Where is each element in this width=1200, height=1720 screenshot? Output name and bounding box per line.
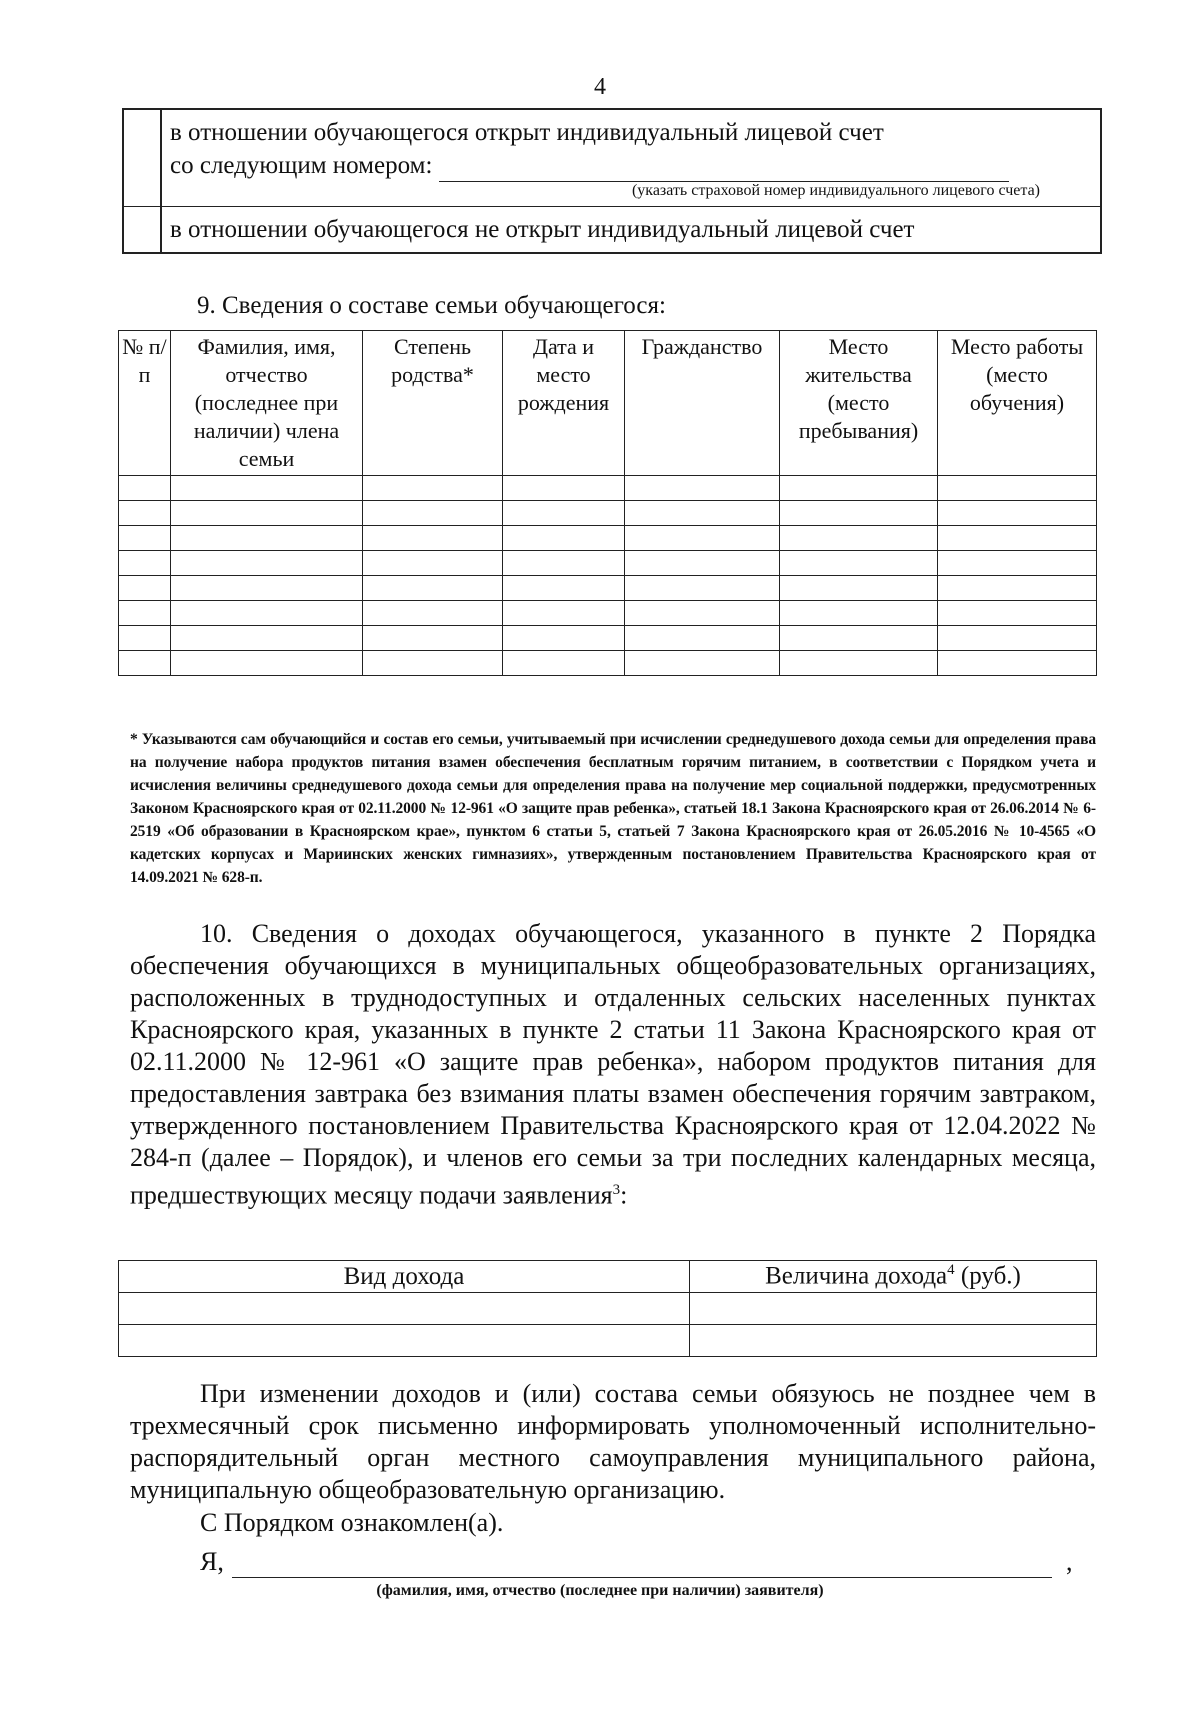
cell[interactable] — [503, 601, 625, 626]
income-amount-label: Величина дохода — [765, 1262, 948, 1290]
cell[interactable] — [938, 526, 1097, 551]
signature-line — [200, 1547, 1096, 1577]
cell[interactable] — [363, 651, 503, 676]
cell[interactable] — [171, 601, 363, 626]
cell[interactable] — [171, 501, 363, 526]
option-account-not-opened — [124, 207, 1100, 252]
cell[interactable] — [938, 626, 1097, 651]
table-row — [119, 601, 1097, 626]
cell[interactable] — [363, 576, 503, 601]
table-row — [119, 526, 1097, 551]
cell[interactable] — [363, 476, 503, 501]
signature-prefix: Я, — [200, 1547, 224, 1576]
commitment-text: При изменении доходов и (или) состава семьи обязуюсь не позднее чем в трехмесячный срок письменно информировать уполномоченный исполнительно-распорядительный орган местного самоуправления муниципального района, муниципальную общеобразовательную организацию. — [130, 1379, 1096, 1504]
cell[interactable] — [938, 576, 1097, 601]
cell[interactable] — [363, 526, 503, 551]
cell[interactable] — [780, 501, 938, 526]
cell[interactable] — [938, 501, 1097, 526]
cell[interactable] — [363, 551, 503, 576]
cell[interactable] — [363, 501, 503, 526]
cell[interactable] — [119, 1325, 690, 1357]
cell[interactable] — [503, 576, 625, 601]
col-income-type: Вид дохода — [119, 1261, 690, 1293]
cell[interactable] — [119, 651, 171, 676]
cell[interactable] — [938, 601, 1097, 626]
cell[interactable] — [119, 526, 171, 551]
cell[interactable] — [780, 576, 938, 601]
family-table — [118, 330, 1097, 676]
col-name: Фамилия, имя, отчество (последнее при наличии) члена семьи — [171, 331, 363, 476]
cell[interactable] — [780, 626, 938, 651]
cell[interactable] — [503, 651, 625, 676]
cell[interactable] — [625, 526, 780, 551]
cell[interactable] — [363, 601, 503, 626]
account-options-box — [122, 108, 1102, 254]
checkbox-account-not-opened[interactable] — [124, 207, 162, 252]
family-table-header — [119, 331, 1097, 476]
option2-text: в отношении обучающегося не открыт индивидуальный лицевой счет — [170, 216, 915, 243]
option1-line2: со следующим номером: — [170, 152, 433, 179]
table-row — [119, 476, 1097, 501]
cell[interactable] — [625, 601, 780, 626]
cell[interactable] — [119, 551, 171, 576]
section10 — [130, 918, 1096, 1212]
cell[interactable] — [171, 526, 363, 551]
cell[interactable] — [938, 651, 1097, 676]
applicant-name-field[interactable] — [232, 1577, 1052, 1578]
table-row — [119, 626, 1097, 651]
col-citizenship: Гражданство — [625, 331, 780, 476]
cell[interactable] — [625, 551, 780, 576]
section10-end: : — [620, 1180, 628, 1210]
cell[interactable] — [780, 601, 938, 626]
cell[interactable] — [503, 526, 625, 551]
cell[interactable] — [363, 626, 503, 651]
cell[interactable] — [625, 626, 780, 651]
cell[interactable] — [780, 526, 938, 551]
cell[interactable] — [938, 551, 1097, 576]
col-relation: Степень родства* — [363, 331, 503, 476]
account-number-hint: (указать страховой номер индивидуального лицевого счета) — [631, 182, 1040, 199]
cell[interactable] — [171, 651, 363, 676]
col-residence: Место жительства (место пребывания) — [780, 331, 938, 476]
cell[interactable] — [690, 1325, 1097, 1357]
cell[interactable] — [503, 551, 625, 576]
checkbox-account-opened[interactable] — [124, 110, 162, 206]
table-row — [119, 1293, 1097, 1325]
cell[interactable] — [625, 476, 780, 501]
col-birth: Дата и место рождения — [503, 331, 625, 476]
signature-suffix: , — [1066, 1547, 1073, 1576]
section9-heading: 9. Сведения о составе семьи обучающегося: — [197, 292, 666, 319]
option-account-opened — [124, 110, 1100, 207]
option1-line1: в отношении обучающегося открыт индивидуальный лицевой счет — [170, 119, 884, 146]
cell[interactable] — [780, 651, 938, 676]
cell[interactable] — [625, 501, 780, 526]
cell[interactable] — [625, 576, 780, 601]
cell[interactable] — [780, 551, 938, 576]
table-row — [119, 501, 1097, 526]
table-row — [119, 551, 1097, 576]
cell[interactable] — [119, 476, 171, 501]
income-table — [118, 1260, 1097, 1357]
page-number: 4 — [594, 74, 606, 100]
commitment-paragraph — [130, 1378, 1096, 1506]
col-work: Место работы (место обучения) — [938, 331, 1097, 476]
table-row — [119, 1325, 1097, 1357]
cell[interactable] — [119, 501, 171, 526]
acknowledged-text: С Порядком ознакомлен(а). — [200, 1508, 504, 1537]
applicant-name-hint: (фамилия, имя, отчество (последнее при наличии) заявителя) — [376, 1582, 824, 1599]
cell[interactable] — [171, 551, 363, 576]
cell[interactable] — [625, 651, 780, 676]
income-amount-unit: (руб.) — [954, 1262, 1021, 1290]
cell[interactable] — [171, 476, 363, 501]
cell[interactable] — [690, 1293, 1097, 1325]
cell[interactable] — [119, 576, 171, 601]
col-number: № п/п — [119, 331, 171, 476]
cell[interactable] — [171, 626, 363, 651]
section10-text: 10. Сведения о доходах обучающегося, указанного в пункте 2 Порядка обеспечения обучающихся в муниципальных общеобразовательных организациях, расположенных в труднодоступных и отдаленных сельских населенных пунктах Красноярского края, указанных в пункте 2 статьи 11 Закона Красноярского края от 02.11.2000 № 12-961 «О защите прав ребенка», набором продуктов питания для предоставления завтрака без взимания платы взамен обеспечения горячим завтраком, утвержденного постановлением Правительства Красноярского края от 12.04.2022 № 284-п (далее – Порядок), и членов его семьи за три последних календарных месяца, предшествующих месяцу подачи заявления — [130, 919, 1096, 1210]
col-income-amount — [690, 1261, 1097, 1293]
table-row — [119, 576, 1097, 601]
cell[interactable] — [780, 476, 938, 501]
cell[interactable] — [171, 576, 363, 601]
cell[interactable] — [119, 1293, 690, 1325]
cell[interactable] — [503, 476, 625, 501]
table-row — [119, 651, 1097, 676]
account-number-field[interactable] — [439, 157, 1009, 182]
income-table-header — [119, 1261, 1097, 1293]
cell[interactable] — [503, 501, 625, 526]
cell[interactable] — [119, 626, 171, 651]
footnote: * Указываются сам обучающийся и состав его семьи, учитываемый при исчислении среднедушевого дохода семьи для определения права на получение набора продуктов питания взамен обеспечения бесплатным горячим питанием, в соответствии с Порядком учета и исчисления величины среднедушевого дохода семьи для определения права на получение мер социальной поддержки, предусмотренных Законом Красноярского края от 02.11.2000 № 12-961 «О защите прав ребенка», статьей 18.1 Закона Красноярского края от 26.06.2014 № 6-2519 «Об образовании в Красноярском крае», пунктом 6 статьи 5, статьей 7 Закона Красноярского края от 26.05.2016 № 10-4565 «О кадетских корпусах и Мариинских женских гимназиях», утвержденным постановлением Правительства Красноярского края от 14.09.2021 № 628-п. — [130, 731, 1096, 886]
cell[interactable] — [503, 626, 625, 651]
cell[interactable] — [119, 601, 171, 626]
cell[interactable] — [938, 476, 1097, 501]
footnote-ref-3: 3 — [612, 1182, 621, 1198]
footnote-ref-4: 4 — [947, 1262, 955, 1279]
option1-line2-row — [170, 149, 1092, 182]
